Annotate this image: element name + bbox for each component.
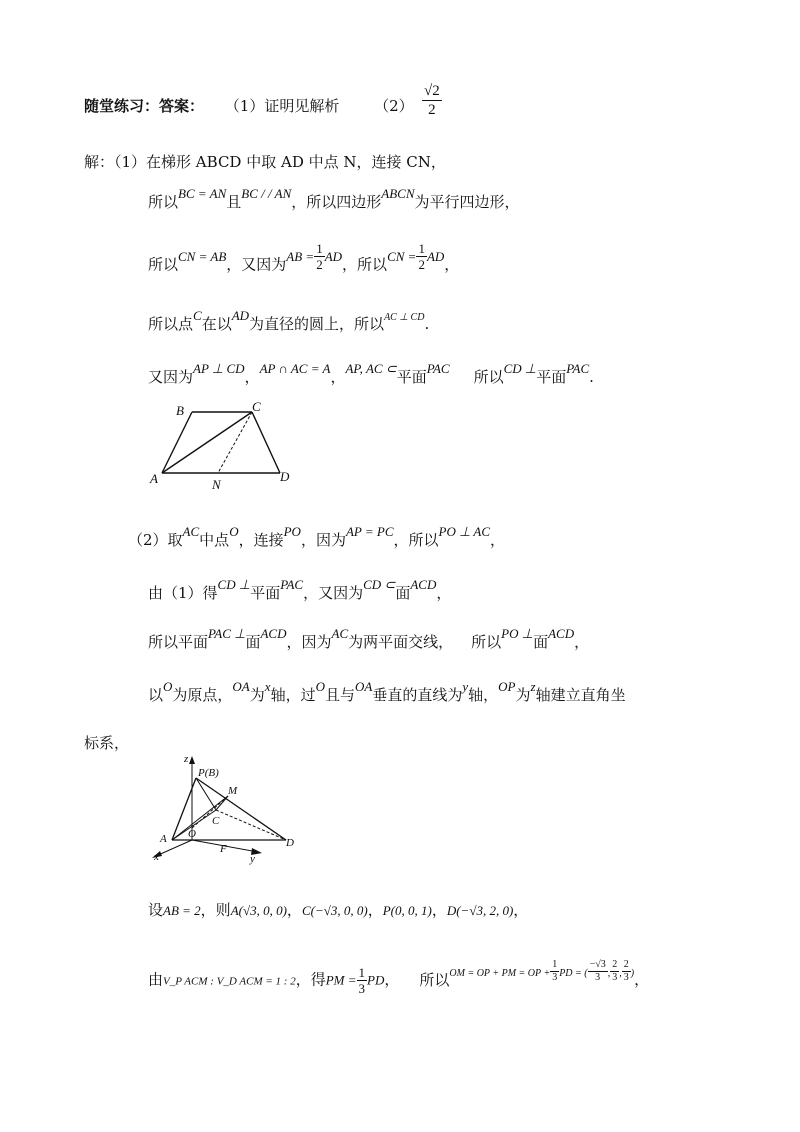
- answer-label: 随堂练习：答案：: [84, 97, 205, 115]
- solution-line-3: 所以CN = AB，又因为AB = $\frac{1}{2}$ AD，所以CN = $\frac{1}{2}$ AD，: [148, 241, 460, 274]
- solution-line-10: 标系，: [84, 734, 130, 752]
- solution-line-12: 由V_P ACM : V_D ACM = 1 : 2，得PM = $\frac{1}{3}$ PD， 所以$^{OM = OP + PM = OP +}$ $\frac{1}{3}$ $^{PD = (}$ $\frac{-√3}{3}$ , $\frac{2}{3}$ , $\frac{2}{3}$ )，: [148, 959, 650, 996]
- solution-line-7: 由（1）得CD ⊥平面PAC，又因为CD ⊂面ACD，: [148, 577, 452, 602]
- edge-PD: [196, 778, 286, 840]
- label-D: D: [286, 837, 294, 849]
- label-C: C: [252, 399, 261, 414]
- trapezoid-figure: [140, 395, 300, 495]
- label-N: N: [212, 477, 221, 492]
- answer-header: [84, 96, 414, 116]
- solution-line-5: 又因为AP ⊥ CD，AP ∩ AC = A，AP, AC ⊂平面PAC 所以CD ⊥平面PAC.: [148, 361, 594, 386]
- label-y: y: [250, 853, 255, 865]
- edge-AC: [162, 412, 252, 473]
- label-A: A: [150, 471, 158, 486]
- label-B: B: [176, 403, 184, 418]
- z-arrow: [189, 756, 195, 764]
- answer-part2: （2）: [374, 97, 414, 115]
- edge-BA: [162, 412, 192, 473]
- answer-fraction: $\frac{√2}{2}$: [424, 83, 440, 118]
- label-D: D: [280, 469, 290, 484]
- edge-CD: [216, 810, 286, 840]
- solution-line-4: 所以点C在以AD为直径的圆上，所以$^{AC \perp CD}$.: [148, 308, 430, 333]
- solution-line-8: 所以平面PAC ⊥面ACD，因为AC为两平面交线， 所以PO ⊥面ACD，: [148, 626, 590, 651]
- label-x: x: [154, 851, 159, 863]
- edge-CN: [218, 412, 252, 473]
- solution-line-9: 以O为原点，OA为x轴，过O且与OA垂直的直线为y轴，OP为z轴建立直角坐: [148, 679, 626, 704]
- edge-CD: [252, 412, 280, 473]
- label-z: z: [184, 753, 189, 765]
- edge-PC: [196, 778, 216, 810]
- label-C: C: [212, 815, 220, 827]
- label-P: P(B): [198, 767, 219, 779]
- label-A: A: [160, 833, 167, 845]
- solution-line-11: 设AB = 2，则A(√3, 0, 0)，C(−√3, 0, 0)，P(0, 0, 1)，D(−√3, 2, 0)，: [148, 901, 529, 919]
- answer-part1: （1）证明见解析: [224, 97, 340, 115]
- solution-line-2: 所以BC = AN且BC / / AN，所以四边形ABCN为平行四边形，: [148, 186, 520, 211]
- coordinate-figure: [140, 748, 310, 868]
- solution-line-1: 解：（1）在梯形 ABCD 中取 AD 中点 N，连接 CN，: [84, 153, 446, 171]
- label-M: M: [228, 785, 238, 797]
- solution-line-6: （2）取AC中点O，连接PO，因为AP = PC，所以PO ⊥ AC，: [128, 524, 506, 549]
- label-O: O: [188, 828, 196, 840]
- label-F: F: [220, 843, 227, 855]
